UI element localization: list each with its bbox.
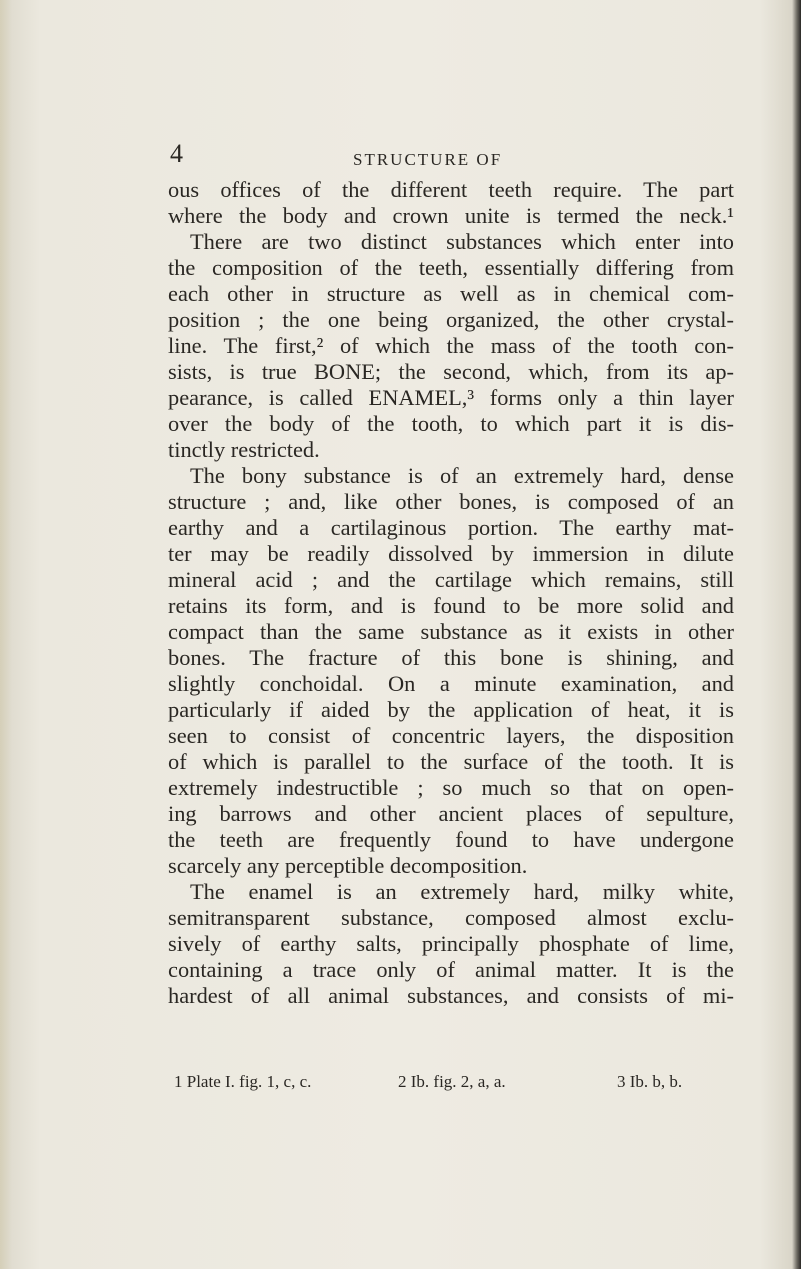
- text-line: the composition of the teeth, essentially differing from: [168, 255, 734, 280]
- text-line: sists, is true BONE; the second, which, from its ap-: [168, 359, 734, 384]
- text-line: position ; the one being organized, the other crystal-: [168, 307, 734, 332]
- text-line: seen to consist of concentric layers, the disposition: [168, 723, 734, 748]
- text-line: ous offices of the different teeth require. The part: [168, 177, 734, 202]
- text-line: ing barrows and other ancient places of sepulture,: [168, 801, 734, 826]
- footnote: 1 Plate I. fig. 1, c, c.: [174, 1072, 312, 1091]
- page-edge-stain: [0, 0, 12, 1269]
- page-number: 4: [170, 139, 183, 168]
- text-line: slightly conchoidal. On a minute examination, and: [168, 671, 734, 696]
- footnotes: [174, 1071, 734, 1093]
- footnote: 3 Ib. b, b.: [617, 1072, 683, 1091]
- text-line: structure ; and, like other bones, is composed of an: [168, 489, 734, 514]
- text-line: compact than the same substance as it exists in other: [168, 619, 734, 644]
- text-line: the teeth are frequently found to have undergone: [168, 827, 734, 852]
- text-line: earthy and a cartilaginous portion. The earthy mat-: [168, 515, 734, 540]
- text-line: of which is parallel to the surface of the tooth. It is: [168, 749, 734, 774]
- text-line: where the body and crown unite is termed the neck.¹: [168, 203, 734, 228]
- text-line: scarcely any perceptible decomposition.: [168, 853, 528, 878]
- text-line: The bony substance is of an extremely hard, dense: [190, 463, 734, 488]
- text-line: hardest of all animal substances, and consists of mi-: [168, 983, 734, 1008]
- text-line: containing a trace only of animal matter. It is the: [168, 957, 734, 982]
- text-line: over the body of the tooth, to which part it is dis-: [168, 411, 734, 436]
- text-line: extremely indestructible ; so much so that on open-: [168, 775, 734, 800]
- text-line: ter may be readily dissolved by immersion in dilute: [168, 541, 734, 566]
- text-line: semitransparent substance, composed almost exclu-: [168, 905, 734, 930]
- text-line: each other in structure as well as in chemical com-: [168, 281, 734, 306]
- text-line: The enamel is an extremely hard, milky white,: [190, 879, 734, 904]
- text-line: particularly if aided by the application of heat, it is: [168, 697, 734, 722]
- text-line: sively of earthy salts, principally phosphate of lime,: [168, 931, 734, 956]
- body-text: [168, 177, 734, 1009]
- text-line: tinctly restricted.: [168, 437, 320, 462]
- footnote: 2 Ib. fig. 2, a, a.: [398, 1072, 506, 1091]
- text-line: There are two distinct substances which enter into: [190, 229, 734, 254]
- text-line: pearance, is called ENAMEL,³ forms only a thin layer: [168, 385, 734, 410]
- text-line: line. The first,² of which the mass of the tooth con-: [168, 333, 734, 358]
- running-head: STRUCTURE OF: [353, 150, 503, 169]
- text-line: bones. The fracture of this bone is shining, and: [168, 645, 734, 670]
- text-line: retains its form, and is found to be more solid and: [168, 593, 734, 618]
- text-line: mineral acid ; and the cartilage which remains, still: [168, 567, 734, 592]
